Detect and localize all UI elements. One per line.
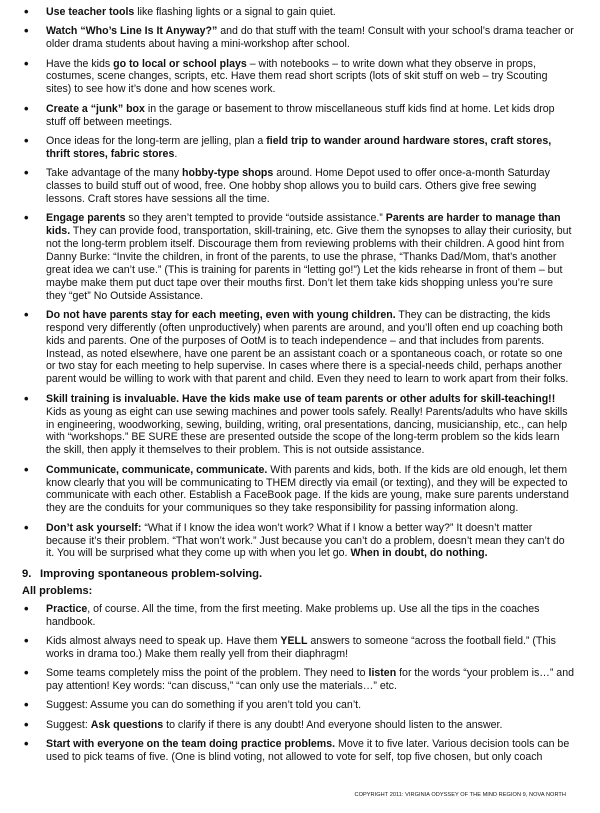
text-run: Suggest: Assume you can do something if you aren’t told you can’t. bbox=[46, 699, 362, 712]
text-run: . bbox=[174, 147, 178, 160]
text-run: They can provide food, transportation, skill-training, etc. Give them the synopses to allay their curiosity, but not the long-term problem itself. Discourage them from reviewing problems with their children. A good hint from Danny Burke: “Invite the children, in front of the parents, to use the phrase, “Thanks Dad/Mom, that’s another great idea we can’t use.” (This is training for parents in “letting go!”) Let the kids rehearse in front of them – but maybe make them put duct tape over their mouths first. Don’t let them take kids shopping unless you’re sure they “get” No Outside Assistance. bbox=[46, 225, 572, 302]
bullet-item bbox=[22, 719, 574, 732]
bullet-item bbox=[22, 58, 574, 97]
bullet-item bbox=[22, 167, 574, 206]
section-heading bbox=[22, 567, 574, 581]
text-run: answers to someone “across the football field.” (This works in drama too.) Make them really yell from their diaphragm! bbox=[46, 634, 556, 660]
bold-text: Practice bbox=[46, 602, 88, 615]
bullet-item bbox=[22, 212, 574, 302]
bold-text: Start with everyone on the team doing practice problems. bbox=[46, 737, 336, 750]
text-run: around. Home Depot used to offer once-a-month Saturday classes to build stuff out of wood, free. One hobby shop allows you to build cars. Others give free sewing lessons. Craft stores have sessions all the time. bbox=[46, 167, 550, 205]
bold-text: Engage parents bbox=[46, 212, 126, 225]
bullet-item bbox=[22, 699, 574, 712]
spontaneous-tips-list bbox=[22, 603, 574, 764]
bold-text: field trip to wander around hardware stores, craft stores, thrift stores, fabric stores bbox=[46, 134, 552, 160]
bold-text: Watch “Who’s Line Is It Anyway?” bbox=[46, 25, 218, 38]
bullet-item bbox=[22, 522, 574, 561]
bullet-item bbox=[22, 464, 574, 516]
text-run: Have the kids bbox=[46, 57, 114, 70]
bullet-item bbox=[22, 6, 574, 19]
text-run: , of course. All the time, from the first meeting. Make problems up. Use all the tips in the coaches handbook. bbox=[46, 602, 540, 628]
text-run: like flashing lights or a signal to gain quiet. bbox=[134, 6, 336, 18]
bullet-item bbox=[22, 738, 574, 764]
text-run: Kids as young as eight can use sewing machines and power tools safely. Really! Parents/adults who have skills in engineering, woodworking, sewing, building, writing, oral presentations, dancing, musicianship, etc., can help with “workshops.” BE SURE these are presented outside the scope of the long-term problem so the kids learn the skill, then apply it themselves to their problem. This is not outside assistance. bbox=[46, 405, 568, 457]
text-run: Some teams completely miss the point of the problem. They need to bbox=[46, 667, 369, 680]
text-run: – with notebooks – to write down what they observe in props, costumes, scene changes, scripts, etc. Have them read short scripts (lots of skit stuff on web – try Scouting sites) to see how it’s done and how scenes work. bbox=[46, 57, 548, 96]
text-run: Kids almost always need to speak up. Have them bbox=[46, 634, 281, 647]
bold-text: When in doubt, do nothing. bbox=[350, 547, 488, 560]
bullet-item bbox=[22, 103, 574, 129]
bullet-item bbox=[22, 635, 574, 661]
bold-text: YELL bbox=[280, 634, 308, 647]
text-run: so they aren’t tempted to provide “outside assistance.” bbox=[125, 212, 386, 225]
bold-text: hobby-type shops bbox=[182, 167, 274, 180]
text-run: Suggest: bbox=[46, 718, 91, 731]
text-run: Move it to five later. Various decision tools can be used to pick teams of five. (One is blind voting, not allowed to vote for self, top five chosen, but only coach bbox=[46, 737, 570, 763]
text-run: to clarify if there is any doubt! And everyone should listen to the answer. bbox=[163, 718, 503, 731]
section-title: Improving spontaneous problem-solving. bbox=[40, 567, 263, 580]
text-run: “What if I know the idea won’t work? What if I know a better way?” It doesn’t matter because it’s their problem. “That won’t work.” Just because you can’t do a problem, doesn’t mean they can’t do it. You will be surprised what they come up with when you let go. bbox=[46, 521, 565, 560]
bold-text: go to local or school plays bbox=[113, 57, 247, 70]
bullet-item bbox=[22, 393, 574, 458]
bullet-item bbox=[22, 135, 574, 161]
bullet-item bbox=[22, 603, 574, 629]
bold-text: Use teacher tools bbox=[46, 6, 135, 18]
copyright-footer: COPYRIGHT 2011: VIRGINIA ODYSSEY OF THE MIND REGION 9, NOVA NORTH bbox=[354, 792, 566, 798]
bullet-item bbox=[22, 25, 574, 51]
bold-text: Ask questions bbox=[90, 718, 164, 731]
section-number: 9. bbox=[22, 567, 32, 580]
bold-text: Skill training is invaluable. Have the kids make use of team parents or other adults for skill-teaching!! bbox=[46, 392, 556, 405]
text-run: Once ideas for the long-term are jelling, plan a bbox=[46, 134, 267, 147]
bold-text: Do not have parents stay for each meeting, even with young children. bbox=[46, 308, 396, 321]
text-run: With parents and kids, both. If the kids are old enough, let them know clearly that you will be communicating to THEM directly via email (or texting), and they will be expected to communicate with each other. Establish a FaceBook page. If the kids are young, make sure parents understand they are the conduits for your communiques so they take responsibility for passing information along. bbox=[46, 463, 569, 515]
tips-list bbox=[22, 6, 574, 560]
bold-text: Parents are harder to manage than kids. bbox=[46, 212, 561, 238]
text-run: Take advantage of the many bbox=[46, 167, 183, 180]
text-run: and do that stuff with the team! Consult with your school’s drama teacher or older drama students about having a mini-workshop after school. bbox=[46, 25, 574, 51]
bullet-item bbox=[22, 667, 574, 693]
text-run: They can be distracting, the kids respond very differently (often unproductively) when parents are around, and you’ll often end up coaching both kids and parents. One of the purposes of OotM is to teach independence – and that includes from parents. Instead, as noted elsewhere, have one parent be an assistant coach or a spontaneous coach, or rotate so one or two stay for each meeting to help supervise. In cases where there is a special-needs child, perhaps another parent would be willing to work with that parent and child. Even they need to learn to work apart from their folks. bbox=[46, 308, 569, 386]
sub-heading: All problems: bbox=[22, 584, 93, 597]
bold-text: Communicate, communicate, communicate. bbox=[46, 463, 268, 476]
bold-text: Don’t ask yourself: bbox=[46, 521, 142, 534]
bullet-item bbox=[22, 309, 574, 386]
text-run: in the garage or basement to throw miscellaneous stuff kids find at home. Let kids drop stuff off between meetings. bbox=[46, 102, 555, 128]
text-run: for the words “your problem is…” and pay attention! Key words: “can discuss,” “can only use the materials…” etc. bbox=[46, 667, 574, 693]
bold-text: Create a “junk” box bbox=[46, 102, 145, 115]
bold-text: listen bbox=[368, 667, 397, 680]
